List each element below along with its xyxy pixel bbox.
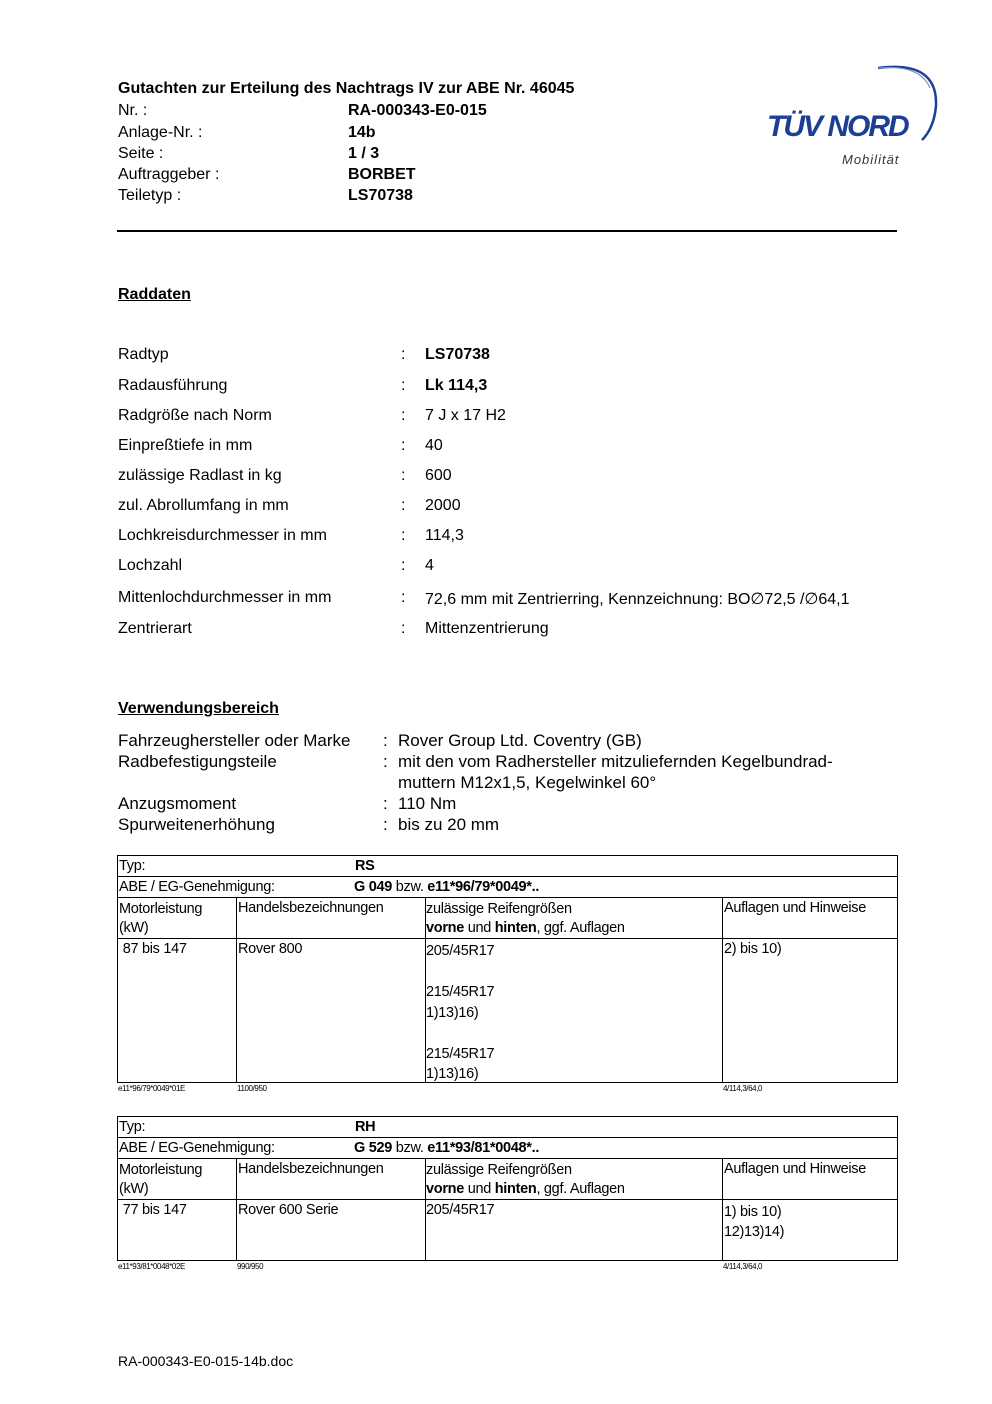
table-approval-row (118, 877, 897, 898)
approval-connector: bzw. (392, 1140, 428, 1156)
usage-label: Fahrzeughersteller oder Marke (118, 731, 351, 750)
header-divider (117, 230, 897, 232)
wheel-data-value: 40 (425, 437, 443, 454)
type-value: RH (355, 1119, 376, 1135)
wheel-data-separator: : (401, 589, 406, 606)
wheel-data-label: zul. Abrollumfang in mm (118, 497, 289, 514)
document-title: Gutachten zur Erteilung des Nachtrags IV zur ABE Nr. 46045 (118, 80, 575, 97)
tire-note: 1)13)16) (426, 1066, 479, 1082)
usage-value: mit den vom Radhersteller mitzuliefernden Kegelbundrad- (398, 752, 833, 771)
approval-label: ABE / EG-Genehmigung: (119, 1140, 275, 1156)
type-value: RS (355, 858, 375, 874)
column-header-tires-rear: hinten (494, 920, 537, 936)
header-value: RA-000343-E0-015 (348, 102, 487, 119)
table-row (118, 939, 897, 1082)
cell-motor: 77 bis 147 (119, 1202, 187, 1218)
header-label: Nr. : (118, 102, 148, 119)
vehicle-table-rs (117, 855, 898, 1083)
wheel-data-label: Zentrierart (118, 620, 192, 637)
wheel-data-label: Lochkreisdurchmesser in mm (118, 527, 327, 544)
header-value: LS70738 (348, 187, 413, 204)
table-row (118, 1200, 897, 1260)
approval-label: ABE / EG-Genehmigung: (119, 879, 275, 895)
header-value: 14b (348, 124, 376, 141)
cell-conditions: 2) bis 10) (724, 941, 782, 957)
type-label: Typ: (119, 858, 146, 874)
column-header-motor-line2: (kW) (119, 1181, 149, 1197)
wheel-data-label: Radgröße nach Norm (118, 407, 272, 424)
wheel-data-value: 2000 (425, 497, 461, 514)
header-label: Seite : (118, 145, 164, 162)
cell-tires (426, 941, 494, 1085)
document-filename: RA-000343-E0-015-14b.doc (118, 1353, 294, 1369)
column-header-motor-line2: (kW) (119, 920, 149, 936)
logo-brand: TÜV NORD (767, 110, 908, 143)
cell-motor: 87 bis 147 (119, 941, 187, 957)
header-label: Auftraggeber : (118, 166, 220, 183)
approval-value (354, 879, 539, 895)
cell-trade-name: Rover 600 Serie (238, 1202, 339, 1218)
type-label: Typ: (119, 1119, 146, 1135)
usage-label: Spurweitenerhöhung (118, 815, 275, 834)
condition-entry: 1) bis 10) (724, 1204, 782, 1220)
column-header-tires-line1: zulässige Reifengrößen (426, 901, 572, 917)
approval-g-number: G 049 (354, 879, 392, 895)
column-header-tires-and: und (464, 1181, 495, 1197)
header-value: BORBET (348, 166, 416, 183)
usage-label: Anzugsmoment (118, 794, 237, 813)
tire-entry: 215/45R17 (426, 1045, 495, 1062)
wheel-data-value: LS70738 (425, 346, 490, 363)
wheel-data-separator: : (401, 467, 406, 484)
table-footnote-bolt: 4/114,3/64,0 (723, 1262, 763, 1271)
approval-e-number: e11*96/79*0049*.. (427, 879, 540, 895)
wheel-data-label: Radausführung (118, 377, 228, 394)
column-header-tires-suffix: , ggf. Auflagen (536, 920, 625, 936)
usage-separator: : (383, 752, 388, 771)
wheel-data-value: 4 (425, 557, 434, 574)
tire-spacer (426, 962, 494, 983)
column-header-conditions: Auflagen und Hinweise (724, 1161, 867, 1177)
column-header-conditions: Auflagen und Hinweise (724, 900, 867, 916)
cell-conditions (724, 1202, 784, 1242)
column-header-tires-front: vorne (426, 920, 464, 936)
tire-spacer (426, 1023, 494, 1044)
usage-value-continuation: muttern M12x1,5, Kegelwinkel 60° (398, 773, 657, 792)
table-approval-row (118, 1138, 897, 1159)
approval-g-number: G 529 (354, 1140, 392, 1156)
usage-value: bis zu 20 mm (398, 815, 500, 834)
wheel-data-separator: : (401, 346, 406, 363)
wheel-data-value: Mittenzentrierung (425, 620, 549, 637)
table-footnote-load: 990/950 (237, 1262, 264, 1271)
approval-e-number: e11*93/81*0048*.. (427, 1140, 540, 1156)
usage-value: 110 Nm (398, 794, 457, 813)
cell-tires: 205/45R17 (426, 1202, 495, 1218)
section-heading-verwendungsbereich: Verwendungsbereich (118, 700, 279, 717)
approval-value (354, 1140, 539, 1156)
table-type-row (118, 856, 897, 877)
vehicle-table-rh (117, 1116, 898, 1261)
table-footnote-bolt: 4/114,3/64,0 (723, 1084, 763, 1093)
approval-connector: bzw. (392, 879, 428, 895)
condition-entry: 12)13)14) (724, 1224, 785, 1240)
wheel-data-label: Mittenlochdurchmesser in mm (118, 589, 332, 606)
column-header-tires-line1: zulässige Reifengrößen (426, 1162, 572, 1178)
wheel-data-value: 600 (425, 467, 452, 484)
column-header-motor (119, 900, 202, 938)
wheel-data-value: Lk 114,3 (425, 377, 488, 394)
column-header-motor-line1: Motorleistung (119, 1162, 203, 1178)
usage-separator: : (383, 815, 388, 834)
table-footnote-approval: e11*93/81*0048*02E (118, 1262, 185, 1271)
table-footnote-load: 1100/950 (237, 1084, 267, 1093)
usage-separator: : (383, 731, 388, 750)
table-footnote-approval: e11*96/79*0049*01E (118, 1084, 185, 1093)
wheel-data-label: Einpreßtiefe in mm (118, 437, 253, 454)
wheel-data-value: 114,3 (425, 527, 464, 544)
column-header-motor (119, 1161, 202, 1199)
wheel-data-separator: : (401, 437, 406, 454)
wheel-data-separator: : (401, 377, 406, 394)
column-header-trade-names: Handelsbezeichnungen (238, 1161, 384, 1177)
wheel-data-label: zulässige Radlast in kg (118, 467, 282, 484)
usage-separator: : (383, 794, 388, 813)
table-type-row (118, 1117, 897, 1138)
column-header-tires-front: vorne (426, 1181, 464, 1197)
tuv-nord-logo (760, 58, 950, 173)
tire-entry: 205/45R17 (426, 943, 495, 959)
wheel-data-value: 7 J x 17 H2 (425, 407, 506, 424)
wheel-data-value: 72,6 mm mit Zentrierring, Kennzeichnung: BO∅72,5 /∅64,1 (425, 591, 850, 608)
column-header-trade-names: Handelsbezeichnungen (238, 900, 384, 916)
wheel-data-separator: : (401, 527, 406, 544)
table-header-row (118, 1159, 897, 1200)
header-value: 1 / 3 (348, 145, 380, 162)
wheel-data-separator: : (401, 557, 406, 574)
cell-trade-name: Rover 800 (238, 941, 303, 957)
column-header-tires-rear: hinten (494, 1181, 537, 1197)
header-label: Anlage-Nr. : (118, 124, 203, 141)
usage-label: Radbefestigungsteile (118, 752, 277, 771)
column-header-motor-line1: Motorleistung (119, 901, 203, 917)
column-header-tires-suffix: , ggf. Auflagen (536, 1181, 625, 1197)
wheel-data-separator: : (401, 620, 406, 637)
header-label: Teiletyp : (118, 187, 182, 204)
tire-note: 1)13)16) (426, 1004, 479, 1021)
column-header-tires (426, 1161, 625, 1199)
tire-entry: 215/45R17 (426, 984, 495, 1000)
column-header-tires (426, 900, 625, 938)
table-header-row (118, 898, 897, 939)
wheel-data-separator: : (401, 407, 406, 424)
wheel-data-label: Radtyp (118, 346, 169, 363)
section-heading-raddaten: Raddaten (118, 286, 191, 303)
logo-subtitle: Mobilität (842, 152, 900, 167)
wheel-data-separator: : (401, 497, 406, 514)
usage-value: Rover Group Ltd. Coventry (GB) (398, 731, 642, 750)
column-header-tires-and: und (464, 920, 495, 936)
wheel-data-label: Lochzahl (118, 557, 183, 574)
